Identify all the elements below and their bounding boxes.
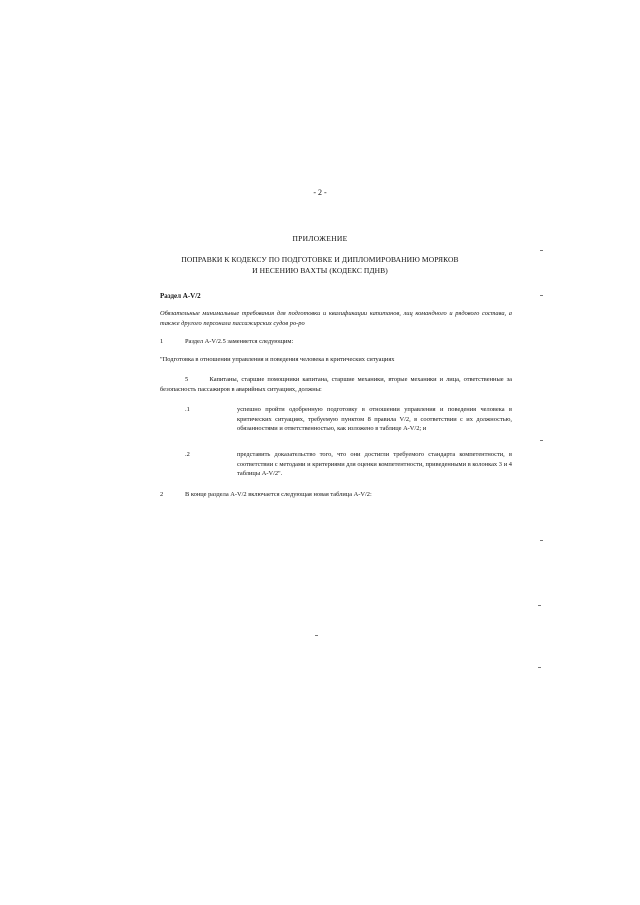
subitem-2-text: представить доказательство того, что они достигли требуемого стандарта компетентности, в соответствии с методами и критериями для оценки компетентности, приведенными в колонках 3 и 4 таблицы A-V/2".	[237, 451, 512, 477]
paragraph-5	[160, 375, 512, 394]
scan-speck	[540, 295, 543, 296]
scan-speck	[540, 440, 543, 441]
document-title-line2: И НЕСЕНИЮ ВАХТЫ (КОДЕКС ПДНВ)	[252, 266, 388, 275]
paragraph-5-number: 5	[185, 376, 189, 383]
item-1-number: 1	[160, 338, 164, 345]
subitem-2-number: .2	[185, 451, 190, 458]
subitem-1-text: успешно пройти одобренную подготовку в отношении управления и поведения человека в критических ситуациях, требуемую пунктом 8 правила V/2, в соответствии с их должностью, обязанностями и ответственностью, как изложено в таблице A-V/2; и	[237, 406, 512, 432]
scan-speck	[538, 605, 541, 606]
section-heading: Раздел A-V/2	[160, 292, 201, 300]
scan-speck	[540, 540, 543, 541]
page-number: - 2 -	[313, 188, 327, 197]
scan-speck	[315, 635, 318, 636]
paragraph-5-body	[160, 375, 512, 394]
paragraph-5-text: Капитаны, старшие помощники капитана, старшие механики, вторые механики и лица, ответственные за безопасность пассажиров в аварийных ситуациях, должны:	[160, 376, 512, 393]
quoted-heading: "Подготовка в отношении управления и поведения человека в критических ситуациях	[160, 356, 395, 363]
annex-title: ПРИЛОЖЕНИЕ	[292, 234, 348, 243]
document-title-line1: ПОПРАВКИ К КОДЕКСУ ПО ПОДГОТОВКЕ И ДИПЛОМИРОВАНИЮ МОРЯКОВ	[181, 255, 459, 264]
subitem-1-number: .1	[185, 406, 190, 413]
item-1-text: Раздел A-V/2.5 заменяется следующим:	[185, 338, 294, 345]
scan-speck	[538, 667, 541, 668]
document-title	[150, 254, 490, 276]
intro-italic-text: Обязательные минимальные требования для подготовки и квалификации капитанов, лиц командного и рядового состава, а также другого персонала пассажирских судов ро-ро	[160, 310, 512, 327]
item-2-number: 2	[160, 491, 164, 498]
item-2-text: В конце раздела A-V/2 включается следующая новая таблица A-V/2:	[185, 491, 372, 498]
scan-speck	[540, 250, 543, 251]
